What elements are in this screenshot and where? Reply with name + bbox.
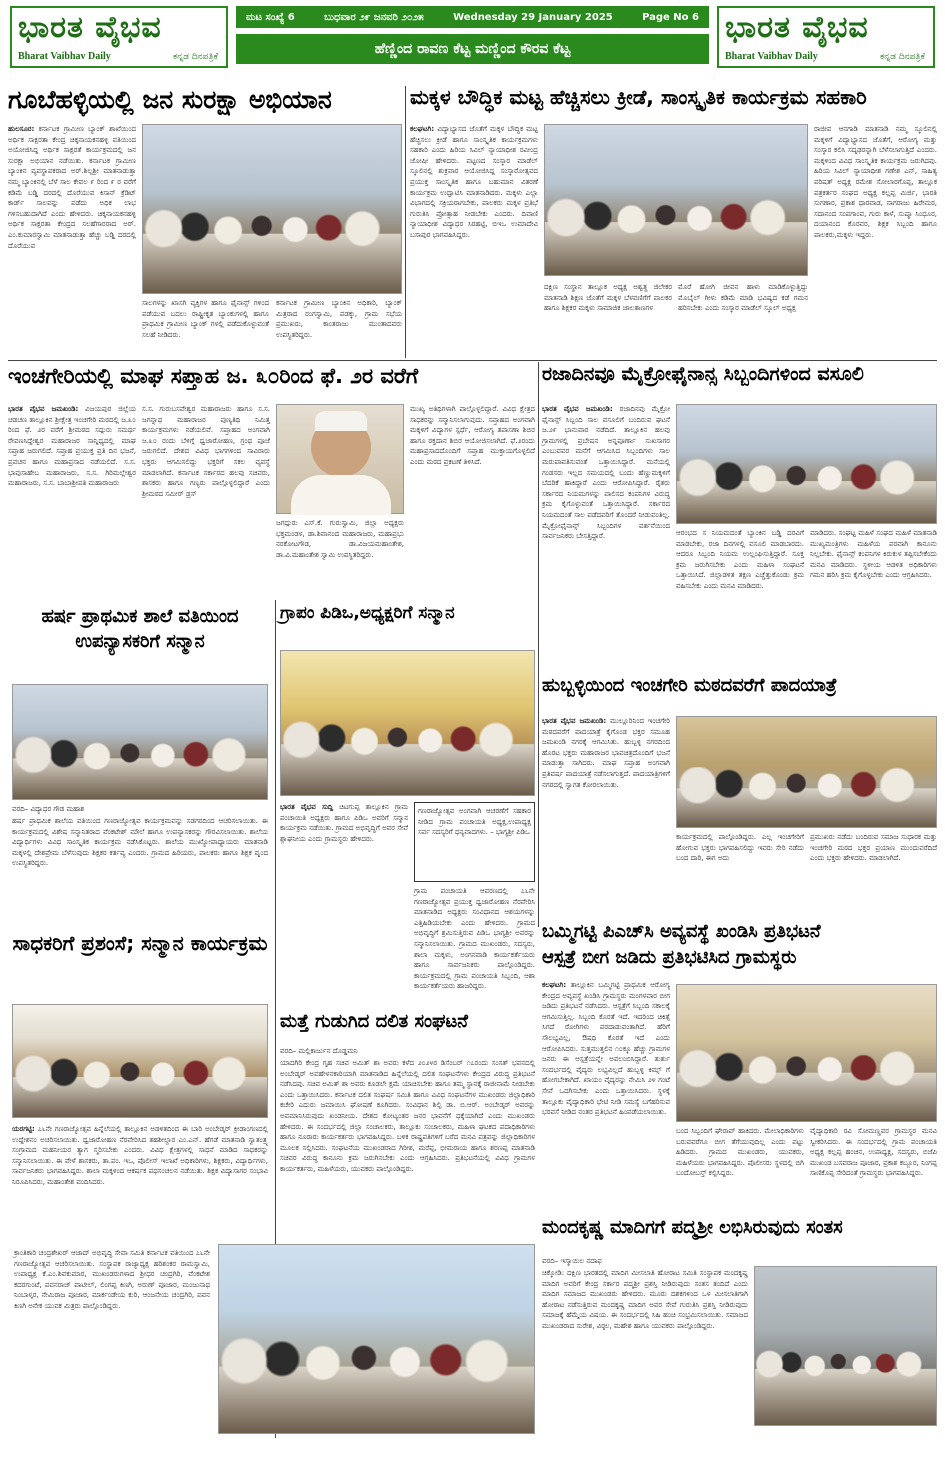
masthead-center bbox=[236, 6, 709, 68]
body-text: ವಿಜಯಪುರ ಜಿಲ್ಲೆಯ ಚಡಚಣ ತಾಲ್ಲೂಕಿನ ಶ್ರೀಕ್ಷೇತ್ರ ಇಂಚಗೇರಿ ಮಠದಲ್ಲಿ ಜ.೩೦ ರಿಂದ ಫೆ. ೨ರ ವರೆಗೆ ಶ್ರೀಮಠದ ಸದ್ಗುರು ಸಮರ್ಥ ರೇವಣಸಿದ್ದೇಶ್ವರ ಮಹಾರಾಜರ ಸಾನ್ನಿಧ್ಯದಲ್ಲಿ ಮಾಘ ಸಪ್ತಾಹ ಜರುಗಲಿದೆ. ಸಪ್ತಾಹ ಪ್ರಯುಕ್ತ ಪ್ರತಿ ದಿನ ಭಜನೆ, ಪ್ರವಚನ ಹಾಗೂ ಮಹಾಪ್ರಸಾದ ನಡೆಯಲಿದೆ. ಸ.ಸ. ಭಾವುಸಾಹೇಬ ಮಹಾರಾಜರು, ಸ.ಸ. ಗಿರಿಮಲ್ಲೇಶ್ವರ ಮಹಾರಾಜರು, ಸ.ಸ. ಬಾಬಾಶ್ರೀಪತಿ ಮಹಾರಾಜರು bbox=[8, 405, 136, 488]
article-padayatra bbox=[542, 676, 937, 916]
article-body: ಯಾದಗಿರಿ ಕೇಂದ್ರ ಗೃಹ ಸಚಿವ ಅಮಿತ್ ಶಾ ಅವರು ಕಳೆದ ೨೦೨೪ರ ಡಿಸೆಂಬರ್ ೧೭ರಂದು ಸಂಸತ್ ಭವನದಲ್ಲಿ ಅಂಬೇಡ್ಕರ್ ಅವಹೇಳನಕಾರಿಯಾಗಿ ಮಾತನಾಡಿದ ಹಿನ್ನೆಲೆಯಲ್ಲಿ ದಲಿತ ಸಂಘಟನೆಗಳು ಕೇಂದ್ರದ ವಿರುದ್ಧ ಪ್ರತಿಭಟನೆ ನಡೆಸಿದವು. ಸಚಿವ ಅಮಿತ್ ಶಾ ಅವರು ಕೂಡಲೇ ಕ್ಷಮೆ ಯಾಚಿಸಬೇಕು ಹಾಗೂ ತಮ್ಮ ಸ್ಥಾನಕ್ಕೆ ರಾಜೀನಾಮೆ ನೀಡಬೇಕು ಎಂದು ಒತ್ತಾಯಿಸಿದರು. ಕರ್ನಾಟಕ ದಲಿತ ಸಂಘರ್ಷ ಸಮಿತಿ ಹಾಗೂ ವಿವಿಧ ಸಂಘಟನೆಗಳ ಮುಖಂಡರು ಜಿಲ್ಲಾಧಿಕಾರಿ ಕಚೇರಿ ಎದುರು ಜಮಾಯಿಸಿ ಘೋಷಣೆ ಕೂಗಿದರು. ಸಂವಿಧಾನ ಶಿಲ್ಪಿ ಡಾ. ಬಿ.ಆರ್. ಅಂಬೇಡ್ಕರ್ ಅವರನ್ನು ಅವಮಾನಿಸಿರುವುದು ಖಂಡನೀಯ. ದೇಶದ ಕೋಟ್ಯಂತರ ಜನರ ಭಾವನೆಗೆ ಧಕ್ಕೆಯಾಗಿದೆ ಎಂದು ಮುಖಂಡರು ಹೇಳಿದರು. ಈ ಸಂದರ್ಭದಲ್ಲಿ ಜಿಲ್ಲಾ ಸಂಚಾಲಕರು, ತಾಲ್ಲೂಕು ಸಂಚಾಲಕರು, ಮಹಿಳಾ ಘಟಕದ ಪದಾಧಿಕಾರಿಗಳು ಹಾಗೂ ನೂರಾರು ಕಾರ್ಯಕರ್ತರು ಭಾಗವಹಿಸಿದ್ದರು. ಬಳಿಕ ರಾಷ್ಟ್ರಪತಿಗಳಿಗೆ ಬರೆದ ಮನವಿ ಪತ್ರವನ್ನು ಜಿಲ್ಲಾಧಿಕಾರಿಗಳ ಮೂಲಕ ಸಲ್ಲಿಸಿದರು. ಸಂಘಟನೆಯ ಮುಖಂಡರಾದ ಗಿರೀಶ, ಮರೆಪ್ಪ, ಭೀಮರಾಯ ಹಾಗೂ ಶರಣಪ್ಪ ಮಾತನಾಡಿ ಸಚಿವರ ವಿರುದ್ಧ ಕಾನೂನು ಕ್ರಮ ಜರುಗಿಸಬೇಕು ಎಂದು ಆಗ್ರಹಿಸಿದರು. ಪ್ರತಿಭಟನೆಯಲ್ಲಿ ವಿವಿಧ ಗ್ರಾಮಗಳ ಕಾರ್ಯಕರ್ತರು, ಮಹಿಳೆಯರು, ಯುವಕರು ಪಾಲ್ಗೊಂಡಿದ್ದರು. bbox=[280, 1059, 535, 1173]
photo-padmashri-celebration bbox=[754, 1266, 937, 1426]
logo-english: Bharat Vaibhav Daily bbox=[18, 51, 111, 62]
body-text: ೭೬ನೇ ಗಣರಾಜ್ಯೋತ್ಸವ ಹಿನ್ನೆಲೆಯಲ್ಲಿ ತಾಲ್ಲೂಕಿನ ಅಡಳಿತದಿಂದ ಈ ಬಾರಿ ಅಂಬೇಡ್ಕರ್ ಕ್ರೀಡಾಂಗಣದಲ್ಲಿ ಉದ್ದೇಶನಂ ಅಚರಿಸಲಾಯಿತು. ಧ್ವಜಾರೋಹಣ ನೆರವೇರಿಸಿದ ತಹಶೀಲ್ದಾರ ಎಂ.ಎನ್. ಹೆಗಡೆ ಮಾತನಾಡಿ ಸ್ವಾತಂತ್ರ್ಯ ಸಂಗ್ರಾಮದ ಮಹನೀಯರ ತ್ಯಾಗ ಸ್ಮರಿಸಬೇಕು ಎಂದರು. ವಿವಿಧ ಕ್ಷೇತ್ರಗಳಲ್ಲಿ ಸಾಧನೆ ಮಾಡಿದ ಸಾಧಕರನ್ನು ಸನ್ಮಾನಿಸಲಾಯಿತು. ಈ ವೇಳೆ ಶಾಸಕರು, ತಾ.ಪಂ. ಇಒ, ಪೊಲೀಸ್ ಇಲಾಖೆ ಅಧಿಕಾರಿಗಳು, ಶಿಕ್ಷಕರು, ವಿದ್ಯಾರ್ಥಿಗಳು, ಸಾರ್ವಜನಿಕರು ಭಾಗವಹಿಸಿದ್ದರು. ಶಾಲಾ ಮಕ್ಕಳಿಂದ ಆಕರ್ಷಕ ಪಥಸಂಚಲನ ನಡೆಯಿತು. ಶಿಕ್ಷಕ ವಿದ್ಯಾಸಾಗರ ಸಂಭಾವಿ ನಿರೂಪಿಸಿದರು, ಮಹಾಂತೇಶ ವಂದಿಸಿದರು. bbox=[12, 1125, 268, 1186]
article-body-col3: ಕರ್ನಾಟಕ ಗ್ರಾಮೀಣ ಬ್ಯಾಂಕಿನ ಅಧಿಕಾರಿ, ಬ್ಯಾಂಕ್ ಮಿತ್ರರಾದ ರಂಗಸ್ವಾಮಿ, ಪಡಕ್ಕು, ಗ್ರಾಮ ಸಭೆಯ ಪ್ರಮುಖರು, ಕಾಂತರಾಜು ಮುಂತಾದವರು ಉಪಸ್ಥಿತರಿದ್ದರು. bbox=[276, 299, 402, 339]
body-text: ರಜಾದಿನವು ಮೈಕ್ರೋ ಫೈನಾನ್ಸ್ ಸಿಬ್ಬಂದಿ ಸಾಲ ವಸೂಲಿಗೆ ಬಂದಿರುವ ಘಟನೆ ಜ.೨೯ ಭಾನುವಾರ ನಡೆದಿದೆ. ತಾಲ್ಲೂಕಿನ ಹಲವು ಗ್ರಾಮಗಳಲ್ಲಿ ಪ್ರಬೇಷನ ಅನ್ನಪೂರ್ಣಾ ಸುಖಸಾಗರ ಎಂಬುವವರ ಮನೆಗೆ ಆಗಮಿಸಿದ ಸಿಬ್ಬಂದಿಗಳು ಸಾಲ ಮರುಪಾವತಿಸುವಂತೆ ಒತ್ತಾಯಿಸಿದ್ದಾರೆ. ಮನೆಯಲ್ಲಿ ಗಂಡಸರು ಇಲ್ಲದ ಸಮಯದಲ್ಲಿ ಬಂದು ಹೆಣ್ಣುಮಕ್ಕಳಿಗೆ ಬೆದರಿಕೆ ಹಾಕಿದ್ದಾರೆ ಎಂದು ಆರೋಪಿಸಿದ್ದಾರೆ. ರೈತರು ಸರ್ಕಾರದ ನಿಯಮಗಳನ್ನು ಪಾಲಿಸದ ಕಂಪನಿಗಳ ವಿರುದ್ಧ ಕ್ರಮ ಕೈಗೊಳ್ಳುವಂತೆ ಒತ್ತಾಯಿಸಿದ್ದಾರೆ. ಸರ್ಕಾರದ ನಿಯಮದಂತೆ ಸಾಲ ಪಡೆದವರಿಗೆ ತೊಂದರೆ ನೀಡುವಂತಿಲ್ಲ. ಮೈಕ್ರೋಫೈನಾನ್ಸ್ ಸಿಬ್ಬಂದಿಗಳ ವರ್ತನೆಯಿಂದ ಸಾರ್ವಜನಿಕರು ಬೇಸತ್ತಿದ್ದಾರೆ. bbox=[542, 405, 670, 541]
headline: ಗ್ರಾಪಂ ಪಿಡಿಒ,ಅಧ್ಯಕ್ಷರಿಗೆ ಸನ್ಮಾನ bbox=[280, 603, 455, 623]
body-text: ತಾಲ್ಲೂಕಿನ ಬಮ್ಮಿಗಟ್ಟಿ ಪ್ರಾಥಮಿಕ ಆರೋಗ್ಯ ಕೇಂದ್ರದ ಅವ್ಯವಸ್ಥೆ ಖಂಡಿಸಿ ಗ್ರಾಮಸ್ಥರು ಮಂಗಳವಾರ ಬೀಗ ಜಡಿದು ಪ್ರತಿಭಟನೆ ನಡೆಸಿದರು. ಆಸ್ಪತ್ರೆಗೆ ಸಿಬ್ಬಂದಿ ಸಕಾಲಕ್ಕೆ ಆಗಮಿಸುತ್ತಿಲ್ಲ. ಸಿಬ್ಬಂದಿ ಕೊರತೆ ಇದೆ. ಇದರಿಂದ ಚಿಕಿತ್ಸೆ ಸಿಗದೆ ರೋಗಿಗಳು ಪರದಾಡುವಂತಾಗಿದೆ. ಹೆರಿಗೆ ಸೌಲಭ್ಯವಿಲ್ಲ, ಔಷಧಿ ಕೊರತೆ ಇದೆ ಎಂದು ಆರೋಪಿಸಿದರು. ಸುತ್ತಮುತ್ತಲಿನ ೧೦ಕ್ಕೂ ಹೆಚ್ಚು ಗ್ರಾಮಗಳ ಜನರು ಈ ಆಸ್ಪತ್ರೆಯನ್ನೇ ಅವಲಂಬಿಸಿದ್ದಾರೆ. ತುರ್ತು ಸಂದರ್ಭದಲ್ಲಿ ವೈದ್ಯರು ಲಭ್ಯವಿಲ್ಲದೆ ಹುಬ್ಬಳ್ಳಿ ಕಿಮ್ಸ್ ಗೆ ಹೋಗಬೇಕಾಗಿದೆ. ಖಾಯಂ ವೈದ್ಯರನ್ನು ನೇಮಿಸಿ ೨೪ ಗಂಟೆ ಸೇವೆ ಒದಗಿಸಬೇಕು ಎಂದು ಒತ್ತಾಯಿಸಿದರು. ಸ್ಥಳಕ್ಕೆ ತಾಲ್ಲೂಕು ವೈದ್ಯಾಧಿಕಾರಿ ಭೇಟಿ ನೀಡಿ ಸಮಸ್ಯೆ ಬಗೆಹರಿಸುವ ಭರವಸೆ ನೀಡಿದ ನಂತರ ಪ್ರತಿಭಟನೆ ಹಿಂಪಡೆಯಲಾಯಿತು. bbox=[542, 981, 670, 1117]
article-body: ಚಿಕ್ಕೋಡಿ: ದಕ್ಷಿಣ ಭಾರತದಲ್ಲಿ ಮಾದಿಗ ಮೀಸಲಾತಿ ಹೋರಾಟ ಸಮಿತಿ ಸಂಸ್ಥಾಪಕ ಮಂದಕೃಷ್ಣ ಮಾದಿಗ ಅವರಿಗೆ ಕೇಂದ್ರ ಸರ್ಕಾರ ಪದ್ಮಶ್ರೀ ಪ್ರಶಸ್ತಿ ನೀಡಿರುವುದು ಸಂತಸ ತಂದಿದೆ ಎಂದು ಮಾದಿಗ ಸಮಾಜದ ಮುಖಂಡರು ಹೇಳಿದರು. ಮೂರು ದಶಕಗಳಿಂದ ಒಳ ಮೀಸಲಾತಿಗಾಗಿ ಹೋರಾಟ ನಡೆಸುತ್ತಿರುವ ಮಂದಕೃಷ್ಣ ಮಾದಿಗ ಅವರ ಸೇವೆ ಗುರುತಿಸಿ ಪ್ರಶಸ್ತಿ ನೀಡಿರುವುದು ಸಮಾಜಕ್ಕೆ ಹೆಮ್ಮೆಯ ವಿಷಯ. ಈ ಸಂದರ್ಭದಲ್ಲಿ ಸಿಹಿ ಹಂಚಿ ಸಂಭ್ರಮಿಸಲಾಯಿತು. ಸಮಾಜದ ಮುಖಂಡರಾದ ಸುರೇಶ, ವಿಠ್ಠಲ, ಮಹೇಶ ಹಾಗೂ ಯುವಕರು ಪಾಲ್ಗೊಂಡಿದ್ದರು. bbox=[542, 1269, 748, 1330]
article-azad-samiti bbox=[8, 1240, 535, 1438]
article-body-col1 bbox=[542, 980, 670, 1212]
article-bammigatti-phc bbox=[542, 922, 937, 1212]
article-dalita-sanghatane bbox=[280, 1012, 535, 1234]
masthead bbox=[10, 6, 935, 68]
logo-tagline: ಕನ್ನಡ ದಿನಪತ್ರಿಕೆ bbox=[879, 52, 925, 62]
reporter-line: ವರದಿ– ವಿದ್ಯಾಧರ ಗೌಡ ಮಹಾಶ bbox=[12, 805, 85, 813]
row-rule bbox=[8, 360, 937, 361]
article-body-col3: ಮೊರೆ ಹೋಗಿ ಜೀವನ ಹಾಳು ಮಾಡಿಕೊಳ್ಳುತ್ತಿದ್ದು ಮೊಬೈಲ್ ಗೀಳು ಕಡಿಮೆ ಮಾಡಿ ಭವಿಷ್ಯದ ಕಡೆ ಗಮನ ಹರಿಸಬೇಕು ಎಂದು ಸಂಸ್ಕಾರ ಮಾಡೆಲ್ ಸ್ಕೂಲ್ ಅಧ್ಯಕ್ಷ bbox=[678, 283, 808, 313]
body-text: ಚಿಟಗುಪ್ಪ ತಾಲ್ಲೂಕಿನ ಗ್ರಾಮ ಪಂಚಾಯಿತಿ ಅಧ್ಯಕ್ಷರು ಹಾಗೂ ಪಿಡಿಒ ಅವರಿಗೆ ಸನ್ಮಾನ ಕಾರ್ಯಕ್ರಮ ನಡೆಯಿತು. ಗ್ರಾಮದ ಅಭಿವೃದ್ಧಿಗೆ ಅವರ ಸೇವೆ ಶ್ಲಾಘನೀಯ ಎಂದು ಗ್ರಾಮಸ್ಥರು ಹೇಳಿದರು. bbox=[280, 803, 408, 843]
article-grampanchayat bbox=[280, 603, 535, 991]
pdo-quote-box bbox=[414, 802, 535, 882]
article-body bbox=[12, 1124, 268, 1232]
photo-women-group bbox=[676, 404, 937, 524]
article-body-col2: ಬಂದ ಸಿಬ್ಬಂದಿಗೆ ಘೇರಾವ್ ಹಾಕಿದರು. ಮೇಲಾಧಿಕಾರಿಗಳು ಬರುವವರೆಗೂ ಬೀಗ ತೆಗೆಯುವುದಿಲ್ಲ ಎಂದು ಪಟ್ಟು ಹಿಡಿದರು. ಗ್ರಾಮದ ಮುಖಂಡರು, ಯುವಕರು, ಮಹಿಳೆಯರು ಭಾಗವಹಿಸಿದ್ದರು. ಪೊಲೀಸರು ಸ್ಥಳದಲ್ಲಿ ಬಿಗಿ ಬಂದೋಬಸ್ತ್ ಕಲ್ಪಿಸಿದ್ದರು. bbox=[676, 1127, 804, 1178]
column-rule bbox=[538, 362, 539, 927]
article-body-col3: ಮುಖ್ಯ ಅತಿಥಿಗಳಾಗಿ ಪಾಲ್ಗೊಳ್ಳಲಿದ್ದಾರೆ. ವಿವಿಧ ಕ್ಷೇತ್ರದ ಸಾಧಕರನ್ನು ಸನ್ಮಾನಿಸಲಾಗುವುದು. ಸಪ್ತಾಹದ ಅಂಗವಾಗಿ ಮಕ್ಕಳಿಗೆ ವಿದ್ಯಾಗಳ ಸ್ಪರ್ಧೆ, ಆರೋಗ್ಯ ತಪಾಸಣಾ ಶಿಬಿರ ಹಾಗೂ ರಕ್ತದಾನ ಶಿಬಿರ ಆಯೋಜಿಸಲಾಗಿದೆ. ಫೆ.೨ರಂದು ಮಹಾಪ್ರಸಾದದೊಂದಿಗೆ ಸಪ್ತಾಹ ಮುಕ್ತಾಯಗೊಳ್ಳಲಿದೆ ಎಂದು ಮಠದ ಪ್ರಕಟಣೆ ತಿಳಿಸಿದೆ. bbox=[410, 405, 535, 466]
headline: ರಜಾದಿನವೂ ಮೈಕ್ರೋಫೈನಾನ್ಸ ಸಿಬ್ಬಂದಿಗಳಿಂದ ವಸೂಲಿ bbox=[542, 363, 864, 385]
portrait-shoulders bbox=[291, 475, 391, 515]
article-body-col3: ಮಾಡಿದರು. ಸಂಘಟ್ಟ ಮಹಿಳೆ ಸಂಘದ ಮಹಿಳೆ ಮಾತನಾಡಿ ಮುಖ್ಯಮಂತ್ರಿಗಳು ಮಹಿಳೆಯ ಪರವಾಗಿ ಕಾನೂನು ನಿಲ್ಲಬೇಕು. ಫೈನಾನ್ಸ್ ಕಂಪನಿಗಳ ಕಿರುಕುಳ ತಪ್ಪಿಸಬೇಕೆಂದು ಮನವಿ ಮಾಡಿದರು. ಸ್ಥಳೀಯ ಆಡಳಿತ ಅಧಿಕಾರಿಗಳು ಗಮನ ಹರಿಸಿ ಕ್ರಮ ಕೈಗೊಳ್ಳಬೇಕು ಎಂದು ಆಗ್ರಹಿಸಿದರು. bbox=[810, 529, 937, 580]
column-rule bbox=[405, 86, 406, 358]
logo-tagline: ಕನ್ನಡ ದಿನಪತ್ರಿಕೆ bbox=[172, 52, 218, 62]
article-body-col1 bbox=[8, 124, 136, 376]
dateline-bar bbox=[236, 6, 709, 28]
dateline: ಭಾರತ ವೈಭವ ಜಮಖಂಡಿ: bbox=[542, 405, 613, 413]
dateline: ಯರಗಟ್ಟಿ: bbox=[12, 1125, 35, 1133]
headline: ಮಕ್ಕಳ ಬೌದ್ಧಿಕ ಮಟ್ಟ ಹೆಚ್ಚಿಸಲು ಕ್ರೀಡೆ, ಸಾಂಸ್ಕೃತಿಕ ಕಾರ್ಯಕ್ರಮ ಸಹಕಾರಿ bbox=[410, 85, 867, 109]
page-number: Page No 6 bbox=[642, 11, 699, 23]
article-body-col1 bbox=[8, 404, 136, 596]
reporter-line: ವರದಿ– ಇಸ್ಮಾಯಿಲ ನದಾಫ bbox=[542, 1257, 602, 1265]
photo-felicitation-stage bbox=[12, 1004, 268, 1118]
article-body: ಕ್ರಾಂತಿಕಾರಿ ಚಂದ್ರಶೇಖರ್ ಆಜಾದ್ ಅಭಿವೃದ್ಧಿ ಸೇವಾ ಸಮಿತಿ ಕರ್ನಾಟಕ ವತಿಯಿಂದ ೭೬ನೇ ಗಣರಾಜ್ಯೋತ್ಸವ ಆಚರಿಸಲಾಯಿತು. ಸಂಸ್ಥಾಪಕ ರಾಜ್ಯಾಧ್ಯಕ್ಷ ಹರಿಶಂಕರ ರಾಮಸ್ವಾಮಿ, ಉಪಾಧ್ಯಕ್ಷ ಕೆ.ಎಂ.ಶಿವಕುಮಾರ, ಮುಖಂಡರುಗಳಾದ ಶ್ರೀಧರ ಚಂದ್ರಗಿರಿ, ವೆಂಕಟೇಶ ಕದರಗುಂಟೆ, ಪವನರಾಜ್ ಪಾಟೀಲ್, ಲಿಂಗಪ್ಪ ಕಿಣಗಿ, ಅರುಣ್ ಪೂಜಾರ, ಮಂಜುನಾಥ ನಿಂಬಾಳ್ಕರ, ನೇಮಿರಾಜ ಪೂಜಾರ, ಮಾರ್ಕಂಡೇಯ ಕುರಿ, ಆಂಜನೇಯ ಚಂದ್ರಗಿರಿ, ಪವನ ಕಿಣಗಿ ಅನೇಕ ಯುವಕ ಮಿತ್ರರು ಪಾಲ್ಗೊಂಡಿದ್ದರು. bbox=[14, 1249, 210, 1310]
headline: ಹರ್ಷ ಪ್ರಾಥಮಿಕ ಶಾಲೆ ವತಿಯಿಂದ ಉಪನ್ಯಾಸಕರಿಗೆ ಸನ್ಮಾನ bbox=[41, 606, 239, 652]
article-body-col2: ಸ.ಸ. ಗುರುಬಸವೇಶ್ವರ ಮಹಾರಾಜರು ಹಾಗೂ ಸ.ಸ. ಜಗನ್ನಾಥ ಮಹಾರಾಜರ ಪುಣ್ಯತಿಥಿ ನಿಮಿತ್ತ ಕಾರ್ಯಕ್ರಮಗಳು ನಡೆಯಲಿವೆ. ಸಪ್ತಾಹದ ಅಂಗವಾಗಿ ಜ.೩೦ ರಂದು ಬೆಳಿಗ್ಗೆ ಧ್ವಜಾರೋಹಣ, ಗ್ರಂಥ ಪೂಜೆ ಜರುಗಲಿದೆ. ದೇಶದ ವಿವಿಧ ಭಾಗಗಳಿಂದ ಸಾವಿರಾರು ಭಕ್ತರು ಆಗಮಿಸಲಿದ್ದು ಭಕ್ತರಿಗೆ ಸಕಲ ವ್ಯವಸ್ಥೆ ಮಾಡಲಾಗಿದೆ. ಕರ್ನಾಟಕ ಸರ್ಕಾರದ ಹಲವು ಸಚಿವರು, ಶಾಸಕರು ಹಾಗೂ ಗಣ್ಯರು ಪಾಲ್ಗೊಳ್ಳಲಿದ್ದಾರೆ ಎಂದು ಶ್ರೀಮಠದ ಸಮೀರ್ ಡ್ರಸ್ bbox=[142, 405, 270, 498]
logo-kannada: ಭಾರತ ವೈಭವ bbox=[725, 10, 869, 45]
article-body-col3: ಪ್ರಮುಖರು ನಡೆದು ಬಂದಿರುವ ಸಮಾಜ ಸುಧಾರಕ ಮತ್ತು ಇಂಚಗೇರಿ ಮಠದ ಭಕ್ತರ ಪ್ರಯಾಣ ಮುಂದುವರೆದಿದೆ ಎಂದು ಭಕ್ತರು ಹೇಳಿದರು. ಮಾಡಲಾಗಿದೆ. bbox=[810, 833, 937, 863]
body-text: ಮುಲ್ಲೂರಿನಿಂದ ಇಂಚಗೇರಿ ಮಠದವರೆಗೆ ಪಾದಯಾತ್ರೆ ಕೈಗೊಂಡ ಭಕ್ತರ ಸಮೂಹ ಜಮಖಂಡಿ ನಗರಕ್ಕೆ ಆಗಮಿಸಿತು. ಹುಬ್ಬಳ್ಳಿ ನಗರದಿಂದ ಹೊರಟ ಭಕ್ತರು ಮಹಾರಾಜರ ಭಾವಚಿತ್ರದೊಂದಿಗೆ ಭಜನೆ ಮಾಡುತ್ತಾ ಸಾಗಿದರು. ಮಾಘ ಸಪ್ತಾಹ ಅಂಗವಾಗಿ ಪ್ರತಿವರ್ಷ ಪಾದಯಾತ್ರೆ ನಡೆಸಲಾಗುತ್ತದೆ. ಪಾದಯಾತ್ರಿಗಳಿಗೆ ನಗರದಲ್ಲಿ ಸ್ವಾಗತ ಕೋರಲಾಯಿತು. bbox=[542, 717, 670, 789]
photo-republic-day-group bbox=[218, 1244, 535, 1434]
dateline: ಹುಲಸೂರ: bbox=[8, 125, 35, 133]
portrait-cap bbox=[315, 411, 367, 431]
article-body-col1 bbox=[410, 124, 538, 358]
article-body-col2: ಗ್ರಾಮ ಪಂಚಾಯತಿ ಆವರಣದಲ್ಲಿ ೭೬ನೇ ಗಣರಾಜ್ಯೋತ್ಸವ ಪ್ರಯುಕ್ತ ಧ್ವಜಾರೋಹಣ ನೆರವೇರಿಸಿ ಮಾತನಾಡಿದ ಅಧ್ಯಕ್ಷರು ಸಂವಿಧಾನದ ಆಶಯಗಳನ್ನು ಎತ್ತಿಹಿಡಿಯಬೇಕು ಎಂದು ಹೇಳಿದರು. ಗ್ರಾಮದ ಅಭಿವೃದ್ಧಿಗೆ ಶ್ರಮಿಸುತ್ತಿರುವ ಪಿಡಿಒ ಭಾಗ್ಯಶ್ರೀ ಅವರನ್ನು ಸನ್ಮಾನಿಸಲಾಯಿತು. ಗ್ರಾಮದ ಮುಖಂಡರು, ಸದಸ್ಯರು, ಶಾಲಾ ಮಕ್ಕಳು, ಅಂಗನವಾಡಿ ಕಾರ್ಯಕರ್ತೆಯರು ಹಾಗೂ ಸಾರ್ವಜನಿಕರು ಪಾಲ್ಗೊಂಡಿದ್ದರು. ಕಾರ್ಯಕ್ರಮದಲ್ಲಿ ಗ್ರಾಮ ಪಂಚಾಯತಿ ಸಿಬ್ಬಂದಿ, ಆಶಾ ಕಾರ್ಯಕರ್ತೆಯರು ಹಾಜರಿದ್ದರು. bbox=[414, 887, 535, 991]
article-body-col1 bbox=[280, 802, 408, 924]
body-text: ವಿದ್ಯಾಭ್ಯಾಸದ ಜೊತೆಗೆ ಮಕ್ಕಳ ಬೌದ್ಧಿಕ ಮಟ್ಟ ಹೆಚ್ಚಿಸಲು ಕ್ರೀಡೆ ಹಾಗೂ ಸಾಂಸ್ಕೃತಿಕ ಕಾರ್ಯಕ್ರಮಗಳು ಸಹಕಾರಿ ಎಂದು ಹಿರಿಯ ಸಿವಿಲ್ ನ್ಯಾಯಾಧೀಶ ರವೀಂದ್ರ ಜೋಷೀ ಹೇಳಿದರು. ಪಟ್ಟಣದ ಸಂಸ್ಕಾರ ಮಾಡೆಲ್ ಸ್ಕೂಲಿನಲ್ಲಿ ಶುಕ್ರವಾರ ಆಯೋಜಿಸಿದ್ದ ಸಂಸ್ಕಾರೋತ್ಸವದ ಪ್ರಯುಕ್ತ ಸಾಂಸ್ಕೃತಿಕ ಹಾಗೂ ಬಹುಮಾನ ವಿತರಣೆ ಕಾರ್ಯಕ್ರಮ ಉದ್ಘಾಟಿಸಿ ಮಾತನಾಡಿದರು. ಮಕ್ಕಳು ಎಲ್ಲಾ ವಿಭಾಗದಲ್ಲಿ ಸಕ್ರಿಯರಾಗಬೇಕು, ಪಾಲಕರು ಮಕ್ಕಳ ಪ್ರತಿಭೆ ಗುರುತಿಸಿ ಪ್ರೋತ್ಸಾಹ ನೀಡಬೇಕು ಎಂದರು. ದಿವಾಣಿ ನ್ಯಾಯಾಧೀಶ ವಿದ್ಯಾಧರ ಸಿರಹಟ್ಟಿ, ಬಿಇಒ ಉಮಾದೇವಿ ಬಸಾಪುರ ಭಾಗವಹಿಸಿದ್ದರು. bbox=[410, 125, 538, 239]
headline: ಮತ್ತೆ ಗುಡುಗಿದ ದಲಿತ ಸಂಘಟನೆ bbox=[280, 1011, 468, 1032]
masthead-logo-right bbox=[717, 6, 935, 68]
quote-text: ಗಣರಾಜ್ಯೋತ್ಸವ ಅಂಗವಾಗಿ ಆಚರಣೆಗೆ ಸಹಕಾರ ನೀಡಿದ ಗ್ರಾಮ ಪಂಚಾಯತಿ ಅಧ್ಯಕ್ಷ,ಉಪಾಧ್ಯಕ್ಷ ಸರ್ವ ಸದಸ್ಯರಿಗೆ ಧನ್ಯವಾದಗಳು. – ಭಾಗ್ಯಶ್ರೀ ಪಿಡಿಒ bbox=[418, 807, 531, 837]
article-kalaghatagi-school bbox=[410, 86, 937, 358]
photo-phc-protest bbox=[676, 984, 937, 1122]
dateline: ಭಾರತ ವೈಭವ ಜಮಖಂಡಿ: bbox=[8, 405, 79, 413]
dateline: ಕಲಘಟಗಿ: bbox=[542, 981, 567, 989]
article-inchageri-saptaha bbox=[8, 364, 535, 596]
article-body-col4: ರಾಜೀವ ಆನಗಾಡಿ ಮಾತನಾಡಿ ನಮ್ಮ ಸ್ಕೂಲಿನಲ್ಲಿ ಮಕ್ಕಳಿಗೆ ವಿದ್ಯಾಭ್ಯಾಸದ ಜೊತೆಗೆ, ಆರೋಗ್ಯ ಮತ್ತು ಸಂಸ್ಕಾರ ಕಲಿಸಿ ಸದೃಢರನ್ನಾಗಿ ಬೆಳೆಸಲಾಗುತ್ತಿದೆ ಎಂದರು. ಮಕ್ಕಳಿಂದ ವಿವಿಧ ಸಾಂಸ್ಕೃತಿಕ ಕಾರ್ಯಕ್ರಮ ಜರುಗಿದವು. ಹಿರಿಯ ಸಿವಿಲ್ ನ್ಯಾಯಾಧೀಶ ಗಣೇಶ ಎನ್, ಸಾಹಿತ್ಯ ಪರಿಷತ್ ಅಧ್ಯಕ್ಷ ರಮೇಶ ಸೋಲಾರಗೊಪ್ಪ, ತಾಲ್ಲೂಕ ಪತ್ರಕರ್ತರ ಸಂಘದ ಅಧ್ಯಕ್ಷ ಕಲ್ಲಪ್ಪ ಮಿರ್ಜಿ, ಭಾರತಿ ಸುಗಣಾರ, ಪ್ರಕಾಶ ಧಾರವಾಡ, ನಾಗರಾಜು ಹಿರೇಮಠ, ಸದಾನಂದ ಸಂಪಗಾಂವ, ಗುರು ಕಾಳೆ, ಸುಷ್ಮಾ ಸಿಂಧೂರ, ದಯಾನಂದ ಕೊರವರ, ಶಿಕ್ಷಕ ಸಿಬ್ಬಂದಿ ಹಾಗೂ ಪಾಲಕರು,ಮಕ್ಕಳು ಇದ್ದರು. bbox=[814, 125, 937, 239]
kannada-date: ಬುಧವಾರ ೨೯ ಜನವರಿ ೨೦೨೫ bbox=[324, 11, 424, 23]
headline: ಇಂಚಗೇರಿಯಲ್ಲಿ ಮಾಘ ಸಪ್ತಾಹ ಜ. ೩೦ರಿಂದ ಫೆ. ೨ರ ವರೆಗೆ bbox=[8, 364, 419, 388]
article-body-col2: ದಕ್ಷಿಣ ಸಂಸ್ಥಾನ ತಾಲ್ಲೂಕ ಅಧ್ಯಕ್ಷ ಅಶ್ವತ್ಥ ಜಿಲೇಕರ ಮಾತನಾಡಿ ಶಿಕ್ಷಣ ಜೊತೆಗೆ ಮಕ್ಕಳ ಬೆಳವಣಿಗೆಗೆ ಪಾಲಕರ ಹಾಗೂ ಶಿಕ್ಷಕರ ಮಕ್ಕಳು ಸಾಮಾಜಿಕ ಜಾಲತಾಣಗಳ bbox=[544, 283, 672, 313]
headline: ಹುಬ್ಬಳ್ಳಿಯಿಂದ ಇಂಚಗೇರಿ ಮಠದವರೆಗೆ ಪಾದಯಾತ್ರೆ bbox=[542, 675, 837, 696]
article-microfinance bbox=[542, 364, 937, 670]
article-body-col1 bbox=[542, 716, 670, 916]
photo-bank-meeting bbox=[142, 124, 402, 294]
photo-swamiji-portrait bbox=[276, 404, 404, 514]
article-body-col3: ವೈದ್ಯಾಧಿಕಾರಿ ರವಿ ಸೋಮಣ್ಣವರ ಗ್ರಾಮಸ್ಥರ ಮನವಿ ಸ್ವೀಕರಿಸಿದರು. ಈ ಸಂದರ್ಭದಲ್ಲಿ ಗ್ರಾಮ ಪಂಚಾಯತಿ ಅಧ್ಯಕ್ಷ ಕಲ್ಲಪ್ಪ ಹಂಚಿನ, ಉಪಾಧ್ಯಕ್ಷ, ಸದಸ್ಯರು, ಬಿಜೆಪಿ ಮುಖಂಡ ಬಸವರಾಜ ಪೂಜಾರ, ಪ್ರಕಾಶ ಕಬ್ಬೂರ, ನಿಂಗಪ್ಪ ಸಾಣಿಕೊಪ್ಪ ಸೇರಿದಂತೆ ಗ್ರಾಮಸ್ಥರು ಭಾಗವಹಿಸಿದ್ದರು. bbox=[810, 1127, 937, 1178]
slogan-banner: ಹೆಣ್ಣಿಂದ ರಾವಣ ಕೆಟ್ಟ ಮಣ್ಣಿಂದ ಕೌರವ ಕೆಟ್ಟ bbox=[236, 34, 709, 64]
body-text: ಕರ್ನಾಟಕ ಗ್ರಾಮೀಣ ಬ್ಯಾಂಕ್ ಶಾಖೆಯಿಂದ ಅರ್ಥಿಕ ಸಾಕ್ಷರತಾ ಕೇಂದ್ರ ಚಿಕ್ಕನಾಯಕನಹಳ್ಳಿ ವತಿಯಿಂದ ಅಯೋಜಿಸಿದ್ದ ಅರ್ಥಿಕ ಸಾಕ್ಷರತೆ ಕಾರ್ಯಕ್ರಮದಲ್ಲಿ ಜನ ಸುರಕ್ಷಾ ಅಭಿಯಾನ ನಡೆಯಿತು. ಕರ್ನಾಟಕ ಗ್ರಾಮೀಣ ಬ್ಯಾಂಕಿನ ವ್ಯವಸ್ಥಾಪಕರಾದ ಅರ್.ಶಿಲ್ಪಶ್ರೀ ಮಾತನಾಡುತ್ತಾ ನಮ್ಮ ಬ್ಯಾಂಕಿನಲ್ಲಿ ಬೆಳೆ ಸಾಲ ಕೇವಲ ೯ ರಿಂದ ೯ ರ ವರೆಗೆ ಕಡಿಮೆ ಬಡ್ಡಿ ದರದಲ್ಲಿ ದೊರೆಯುವ ಕಿಸಾನ್ ಕ್ರೆಡಿಟ್ ಕಾರ್ಡ್ ಸಾಲವನ್ನು ಪಡೆದು ಅಧಿಕ ಲಾಭ ಗಳಿಸಬಹುದಾಗಿದೆ ಎಂದು ಹೇಳಿದರು. ಚಿಕ್ಕನಾಯಕನಹಳ್ಳಿ ಅರ್ಥಿಕ ಸಾಕ್ಷರತಾ ಕೇಂದ್ರದ ಸಲಹೆಗಾರರಾದ ಅರ್. ಎಂ.ಕುಮಾರಸ್ವಾಮಿ ಮಾತನಾಡುತ್ತಾ ಹೆಚ್ಚು ಬಡ್ಡಿ ದರದಲ್ಲಿ ದೊರೆಯುವ bbox=[8, 125, 136, 250]
logo-kannada: ಭಾರತ ವೈಭವ bbox=[18, 10, 162, 45]
headline: ಮಂದಕೃಷ್ಣ ಮಾದಿಗಗೆ ಪದ್ಮಶ್ರೀ ಲಭಿಸಿರುವುದು ಸಂತಸ bbox=[542, 1217, 843, 1238]
article-body-col1 bbox=[542, 404, 670, 670]
photo-caption: ಜಗದ್ಗುರು ಎಸ್.ಕೆ. ಗುರುಸ್ವಾಮಿ, ಜಿಲ್ಲಾ ಅಧ್ಯಕ್ಷರು ಭಕ್ತಮಂಡಳ, ಡಾ.ಶಿವಾನಂದ ಮಹಾರಾಜರು, ಮಹಾಪ್ರಭು ನರಕೋಟಗೌಡ, ಡಾ.ವಿಜಯಮಹಾಂತೇಶ, ಡಾ.ವಿ.ಮಹಾಂತೇಶ ಸ್ವಾಮಿ ಉಪಸ್ಥಿತರಿದ್ದರು. bbox=[276, 519, 404, 559]
article-sadhakarige-sanmana bbox=[8, 930, 272, 1232]
headline-line1: ಬಮ್ಮಿಗಟ್ಟಿ ಪಿಎಚ್‌ಸಿ ಅವ್ಯವಸ್ಥೆ ಖಂಡಿಸಿ ಪ್ರತಿಭಟನೆ bbox=[542, 921, 821, 942]
article-body-col2: ಕಾರ್ಯಕ್ರಮದಲ್ಲಿ ಪಾಲ್ಗೊಂಡಿದ್ದರು. ಎಲ್ಲ ಇಂಚಗೇರಿಗೆ ಹೋಗುವ ಭಕ್ತರು ಭಾಗವಹಿಸಲಿದ್ದು ಇವರು ಸೇರಿ ನಡೆದು ಬಂದ ದಾರಿ, ಈಗ ಅದು bbox=[676, 833, 804, 863]
headline: ಗೂಬೆಹಳ್ಳಿಯಲ್ಲಿ ಜನ ಸುರಕ್ಷಾ ಅಭಿಯಾನ bbox=[8, 85, 332, 114]
logo-english: Bharat Vaibhav Daily bbox=[725, 51, 818, 62]
english-date: Wednesday 29 January 2025 bbox=[453, 11, 613, 23]
article-body-col2: ಸಾಲಗಳನ್ನು ಖಾಸಗಿ ವ್ಯಕ್ತಿಗಳ ಹಾಗೂ ಫೈನಾನ್ಸ್ ಗಳಿಂದ ಪಡೆಯುವ ಬದಲು ರಾಷ್ಟ್ರೀಕೃತ ಬ್ಯಾಂಕುಗಳಲ್ಲಿ ಹಾಗೂ ಪ್ರಾಥಮಿಕ ಗ್ರಾಮೀಣ ಬ್ಯಾಂಕ್ ಗಳಲ್ಲಿ ಪಡೆದುಕೊಳ್ಳುವಂತೆ ಸಲಹೆ ನೀಡಿದರು. bbox=[142, 299, 269, 339]
photo-padayatra bbox=[676, 716, 937, 828]
dateline: ಭಾರತ ವೈಭವ ಸುದ್ದಿ bbox=[280, 803, 334, 811]
headline-line2: ಆಸ್ಪತ್ರೆ ಬೀಗ ಜಡಿದು ಪ್ರತಿಭಟಿಸಿದ ಗ್ರಾಮಸ್ಥರು bbox=[542, 947, 797, 968]
article-janasuraksha bbox=[8, 86, 402, 358]
photo-school-event bbox=[544, 124, 808, 276]
article-body: ಹರ್ಷ ಪ್ರಾಥಮಿಕ ಶಾಲೆಯ ವತಿಯಿಂದ ಗಣರಾಜ್ಯೋತ್ಸವ ಕಾರ್ಯಕ್ರಮವನ್ನು ಸಡಗರದಿಂದ ಆಚರಿಸಲಾಯಿತು. ಈ ಕಾರ್ಯಕ್ರಮದಲ್ಲಿ ವಿಶೇಷ ಸನ್ಮಾನಿತರಾದ ವೆಂಕಟೇಶ್ ಮೌಲೆ ಹಾಗೂ ಉಪನ್ಯಾಸಕರನ್ನು ಗೌರವಿಸಲಾಯಿತು. ಶಾಲೆಯ ವಿದ್ಯಾರ್ಥಿಗಳು ವಿವಿಧ ಸಾಂಸ್ಕೃತಿಕ ಕಾರ್ಯಕ್ರಮ ನಡೆಸಿಕೊಟ್ಟರು. ಶಾಲೆಯ ಮುಖ್ಯೋಪಾಧ್ಯಾಯರು ಮಾತನಾಡಿ ಮಕ್ಕಳಲ್ಲಿ ದೇಶಪ್ರೇಮ ಬೆಳೆಸುವುದು ಶಿಕ್ಷಕರ ಕರ್ತವ್ಯ ಎಂದರು. ಗ್ರಾಮದ ಹಿರಿಯರು, ಪಾಲಕರು ಹಾಗೂ ಶಿಕ್ಷಕ ವೃಂದ ಉಪಸ್ಥಿತರಿದ್ದರು. bbox=[12, 817, 268, 868]
reporter-line: ವರದಿ– ಮಲ್ಲಿಕಾರ್ಜುನ ದೊಡ್ಡಮನಿ bbox=[280, 1047, 358, 1055]
masthead-logo-left bbox=[10, 6, 228, 68]
issue-number: ಮಟ ಸಂಖ್ಯೆ 6 bbox=[246, 11, 295, 23]
article-body-col2: ಆರಂಭದ ಸ ನಿಯಮದಂತೆ ಬ್ಯಾಂಕಿನ ಬಡ್ಡಿ ದರವಿಗೆ ಮಾಡಬೇಕು, ರಜಾ ದಿನಗಳಲ್ಲಿ ವಸೂಲಿ ಮಾಡಬಾರದು. ಆದರೂ ಸಿಬ್ಬಂದಿ ನಿಯಮ ಉಲ್ಲಂಘಿಸುತ್ತಿದ್ದಾರೆ. ಸೂಕ್ತ ಕ್ರಮ ಜರುಗಿಸಬೇಕು ಎಂದು ಮಹಿಳಾ ಸಂಘಟನೆ ಒತ್ತಾಯಿಸಿದೆ. ಜಿಲ್ಲಾಡಳಿತ ತಕ್ಷಣ ಎಚ್ಚೆತ್ತುಕೊಂಡು ಕ್ರಮ ವಹಿಸಬೇಕು ಎಂದು ಮನವಿ ಮಾಡಿದರು. bbox=[676, 529, 804, 590]
photo-pdo-honour bbox=[280, 650, 535, 796]
headline: ಸಾಧಕರಿಗೆ ಪ್ರಶಂಸೆ; ಸನ್ಮಾನ ಕಾರ್ಯಕ್ರಮ bbox=[12, 931, 268, 955]
article-harsha-school bbox=[8, 604, 272, 924]
dateline: ಭಾರತ ವೈಭವ ಜಮಖಂಡಿ: bbox=[542, 717, 607, 725]
dateline: ಕಲಘಟಗಿ: bbox=[410, 125, 435, 133]
article-padmashri bbox=[542, 1218, 937, 1438]
photo-school-felicitation bbox=[12, 684, 268, 800]
